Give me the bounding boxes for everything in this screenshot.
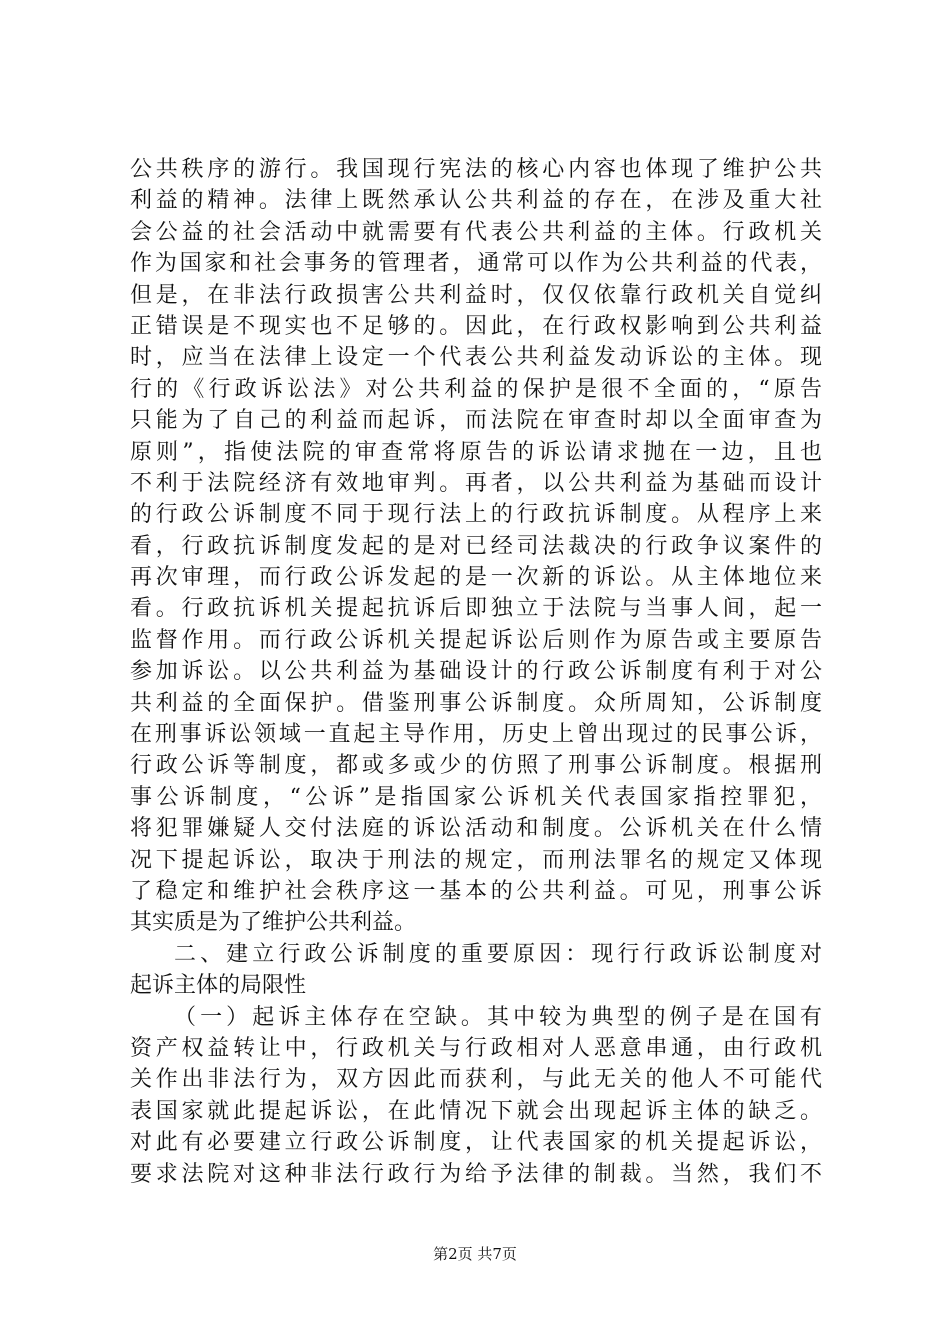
text-line: 时，应当在法律上设定一个代表公共利益发动诉讼的主体。现 — [130, 345, 822, 371]
text-line: 起诉主体的局限性 — [130, 973, 307, 999]
text-line: 共利益的全面保护。借鉴刑事公诉制度。众所周知，公诉制度 — [130, 690, 822, 716]
text-line: 只能为了自己的利益而起诉，而法院在审查时却以全面审查为 — [130, 408, 822, 434]
text-line: 对此有必要建立行政公诉制度，让代表国家的机关提起诉讼， — [130, 1130, 822, 1156]
text-line: 的行政公诉制度不同于现行法上的行政抗诉制度。从程序上来 — [130, 502, 822, 528]
text-line: 事公诉制度，“公诉”是指国家公诉机关代表国家指控罪犯， — [130, 784, 822, 810]
text-line: 但是，在非法行政损害公共利益时，仅仅依靠行政机关自觉纠 — [130, 282, 822, 308]
text-line: 二、建立行政公诉制度的重要原因：现行行政诉讼制度对 — [174, 941, 822, 967]
text-line: 将犯罪嫌疑人交付法庭的诉讼活动和制度。公诉机关在什么情 — [130, 816, 822, 842]
text-line: 行的《行政诉讼法》对公共利益的保护是很不全面的，“原告 — [130, 376, 822, 402]
text-line: 再次审理，而行政公诉发起的是一次新的诉讼。从主体地位来 — [130, 565, 822, 591]
paragraph — [130, 1002, 822, 1190]
text-line: 其实质是为了维护公共利益。 — [130, 910, 417, 936]
text-line: 关作出非法行为，双方因此而获利，与此无关的他人不可能代 — [130, 1067, 822, 1093]
text-line: 在刑事诉讼领域一直起主导作用，历史上曾出现过的民事公诉， — [130, 722, 822, 748]
text-line: 参加诉讼。以公共利益为基础设计的行政公诉制度有利于对公 — [130, 659, 822, 685]
text-line: 原则”，指使法院的审查常将原告的诉讼请求抛在一边，且也 — [130, 439, 822, 465]
text-line: 公共秩序的游行。我国现行宪法的核心内容也体现了维护公共 — [130, 157, 822, 182]
text-line: 正错误是不现实也不足够的。因此，在行政权影响到公共利益 — [130, 313, 822, 339]
paragraph — [130, 939, 822, 1002]
text-line: 行政公诉等制度，都或多或少的仿照了刑事公诉制度。根据刑 — [130, 753, 822, 779]
text-line: （一）起诉主体存在空缺。其中较为典型的例子是在国有 — [174, 1004, 822, 1030]
text-line: 作为国家和社会事务的管理者，通常可以作为公共利益的代表， — [130, 251, 822, 277]
paragraph — [130, 154, 822, 939]
text-line: 况下提起诉讼，取决于刑法的规定，而刑法罪名的规定又体现 — [130, 847, 822, 873]
body-text — [130, 154, 822, 1190]
text-line: 表国家就此提起诉讼，在此情况下就会出现起诉主体的缺乏。 — [130, 1098, 822, 1124]
text-line: 资产权益转让中，行政机关与行政相对人恶意串通，由行政机 — [130, 1035, 822, 1061]
text-line: 要求法院对这种非法行政行为给予法律的制裁。当然，我们不 — [130, 1161, 822, 1187]
text-line: 了稳定和维护社会秩序这一基本的公共利益。可见，刑事公诉 — [130, 878, 822, 904]
text-line: 会公益的社会活动中就需要有代表公共利益的主体。行政机关 — [130, 219, 822, 245]
text-line: 监督作用。而行政公诉机关提起诉讼后则作为原告或主要原告 — [130, 627, 822, 653]
text-line: 不利于法院经济有效地审判。再者，以公共利益为基础而设计 — [130, 470, 822, 496]
text-line: 看，行政抗诉制度发起的是对已经司法裁决的行政争议案件的 — [130, 533, 822, 559]
page-footer: 第2页 共7页 — [433, 1245, 517, 1263]
text-line: 看。行政抗诉机关提起抗诉后即独立于法院与当事人间，起一 — [130, 596, 822, 622]
text-line: 利益的精神。法律上既然承认公共利益的存在，在涉及重大社 — [130, 188, 822, 214]
